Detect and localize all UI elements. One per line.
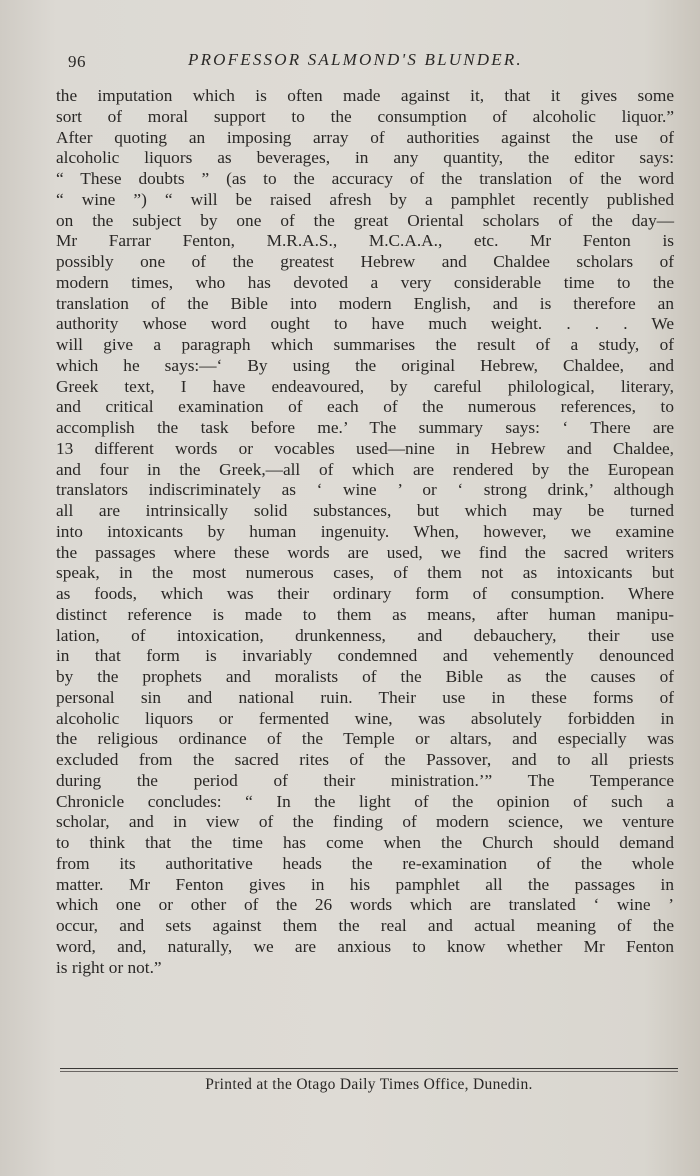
footer-rule xyxy=(60,1068,678,1069)
text-line: excluded from the sacred rites of the Passover, and to all priests xyxy=(56,750,674,769)
text-line: will give a paragraph which summarises the result of a study, of xyxy=(56,335,674,354)
page-header xyxy=(56,48,676,76)
text-line: into intoxicants by human ingenuity. When, however, we examine xyxy=(56,521,674,541)
text-line: by the prophets and moralists of the Bible as the causes of xyxy=(56,667,674,686)
footer-rule-thin xyxy=(60,1071,678,1072)
text-line-last: is right or not.” xyxy=(56,957,162,977)
text-line: alcoholic liquors or fermented wine, was absolutely forbidden in xyxy=(56,708,674,728)
text-line: alcoholic liquors as beverages, in any quantity, the editor says: xyxy=(56,148,674,168)
running-title: PROFESSOR SALMOND'S BLUNDER. xyxy=(188,50,523,69)
text-line: scholar, and in view of the finding of modern science, we venture xyxy=(56,812,674,832)
text-line: sort of moral support to the consumption of alcoholic liquor.” xyxy=(56,106,674,126)
text-line: “ wine ”) “ will be raised afresh by a pamphlet recently published xyxy=(56,189,674,209)
text-line: the passages where these words are used, we find the sacred writers xyxy=(56,542,674,562)
page-number: 96 xyxy=(68,52,86,71)
text-line: occur, and sets against them the real and actual meaning of the xyxy=(56,916,674,935)
text-line: and four in the Greek,—all of which are rendered by the European xyxy=(56,459,674,479)
text-line: accomplish the task before me.’ The summary says: ‘ There are xyxy=(56,418,674,437)
text-line: Mr Farrar Fenton, M.R.A.S., M.C.A.A., etc. Mr Fenton is xyxy=(56,231,674,251)
text-line: on the subject by one of the great Oriental scholars of the day— xyxy=(56,210,674,230)
text-line: authority whose word ought to have much weight. . . . We xyxy=(56,314,674,334)
text-line: the imputation which is often made against it, that it gives some xyxy=(56,86,674,105)
text-line: 13 different words or vocables used—nine in Hebrew and Chaldee, xyxy=(56,438,674,458)
text-line: personal sin and national ruin. Their use in these forms of xyxy=(56,687,674,707)
text-line: matter. Mr Fenton gives in his pamphlet all the passages in xyxy=(56,874,674,894)
text-line: all are intrinsically solid substances, but which may be turned xyxy=(56,501,674,520)
text-line: distinct reference is made to them as means, after human manipu- xyxy=(56,604,674,624)
text-line: translation of the Bible into modern English, and is therefore an xyxy=(56,293,674,313)
text-line: and critical examination of each of the numerous references, to xyxy=(56,397,674,417)
text-line: lation, of intoxication, drunkenness, and debauchery, their use xyxy=(56,625,674,645)
text-line: as foods, which was their ordinary form of consumption. Where xyxy=(56,584,674,603)
text-line: “ These doubts ” (as to the accuracy of the translation of the word xyxy=(56,169,674,188)
body-text xyxy=(56,86,674,978)
text-line: word, and, naturally, we are anxious to know whether Mr Fenton xyxy=(56,936,674,956)
printer-imprint: Printed at the Otago Daily Times Office, Dunedin. xyxy=(205,1076,533,1093)
text-line: during the period of their ministration.’” The Temperance xyxy=(56,770,674,790)
text-line: Greek text, I have endeavoured, by careful philological, literary, xyxy=(56,376,674,396)
text-line: to think that the time has come when the Church should demand xyxy=(56,833,674,852)
text-line: translators indiscriminately as ‘ wine ’ or ‘ strong drink,’ although xyxy=(56,480,674,500)
text-line: Chronicle concludes: “ In the light of the opinion of such a xyxy=(56,791,674,811)
text-line: in that form is invariably condemned and vehemently denounced xyxy=(56,646,674,666)
text-line: possibly one of the greatest Hebrew and Chaldee scholars of xyxy=(56,252,674,271)
text-line: speak, in the most numerous cases, of them not as intoxicants but xyxy=(56,563,674,583)
text-line: modern times, who has devoted a very considerable time to the xyxy=(56,272,674,292)
text-line: After quoting an imposing array of authorities against the use of xyxy=(56,127,674,147)
text-line: which he says:—‘ By using the original Hebrew, Chaldee, and xyxy=(56,355,674,375)
text-line: the religious ordinance of the Temple or altars, and especially was xyxy=(56,729,674,749)
text-line: from its authoritative heads the re-examination of the whole xyxy=(56,853,674,873)
text-line: which one or other of the 26 words which are translated ‘ wine ’ xyxy=(56,895,674,915)
